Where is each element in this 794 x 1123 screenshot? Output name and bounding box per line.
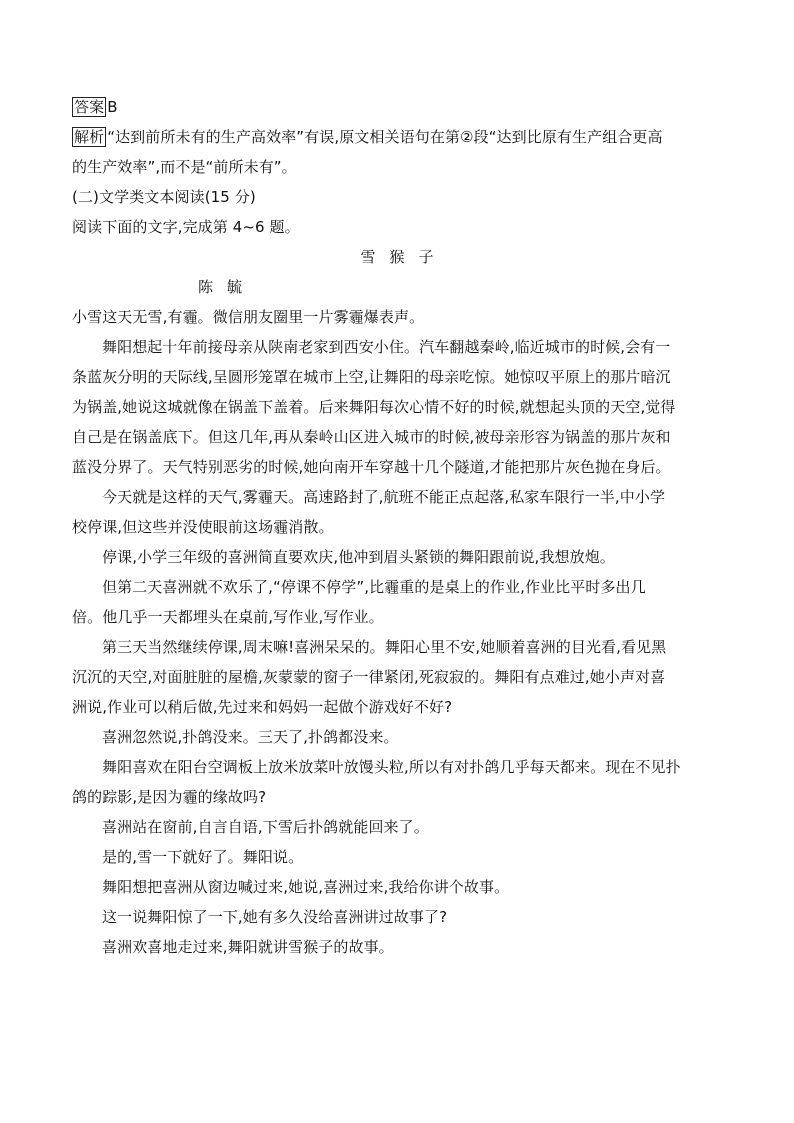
section-heading: (二)文学类文本阅读(15 分) — [72, 188, 256, 206]
paragraph-line: 是的,雪一下就好了。舞阳说。 — [102, 848, 304, 866]
paragraph-line: 喜洲忽然说,扑鸽没来。三天了,扑鸽都没来。 — [102, 728, 399, 746]
paragraph-line: 沉沉的天空,对面脏脏的屋檐,灰蒙蒙的窗子一律紧闭,死寂寂的。舞阳有点难过,她小声对喜 — [72, 668, 666, 686]
analysis-line-1 — [72, 122, 722, 152]
paragraph-line: 自己是在锅盖底下。但这几年,再从秦岭山区进入城市的时候,被母亲形容为锅盖的那片灰和 — [72, 428, 671, 446]
analysis-line-2: 的生产效率”,而不是“前所未有”。 — [72, 158, 297, 176]
paragraph-line: 舞阳想起十年前接母亲从陕南老家到西安小住。汽车翻越秦岭,临近城市的时候,会有一 — [102, 338, 671, 356]
answer-line — [72, 92, 722, 122]
analysis-text-1: “达到前所未有的生产高效率”有误,原文相关语句在第②段“达到比原有生产组合更高 — [107, 128, 663, 146]
story-author: 陈毓 — [198, 278, 257, 296]
paragraph-line: 但第二天喜洲就不欢乐了,“停课不停学”,比霾重的是桌上的作业,作业比平时多出几 — [102, 578, 646, 596]
instruction: 阅读下面的文字,完成第 4~6 题。 — [72, 218, 300, 236]
answer-value: B — [107, 98, 118, 116]
paragraph-line: 倍。他几乎一天都埋头在桌前,写作业,写作业。 — [72, 608, 384, 626]
paragraph-line: 鸽的踪影,是因为霾的缘故吗? — [72, 788, 267, 806]
paragraph-line: 第三天当然继续停课,周末嘛!喜洲呆呆的。舞阳心里不安,她顺着喜洲的目光看,看见黑 — [102, 638, 667, 656]
paragraph-line: 小雪这天无雪,有霾。微信朋友圈里一片雾霾爆表声。 — [72, 308, 425, 326]
paragraph-line: 今天就是这样的天气,雾霾天。高速路封了,航班不能正点起落,私家车限行一半,中小学 — [102, 488, 666, 506]
paragraph-line: 舞阳喜欢在阳台空调板上放米放菜叶放馒头粒,所以有对扑鸽几乎每天都来。现在不见扑 — [102, 758, 681, 776]
paragraph-line: 为锅盖,她说这城就像在锅盖下盖着。后来舞阳每次心情不好的时候,就想起头顶的天空,觉得 — [72, 398, 676, 416]
paragraph-line: 停课,小学三年级的喜洲简直要欢庆,他冲到眉头紧锁的舞阳跟前说,我想放炮。 — [102, 548, 615, 566]
paragraph-line: 舞阳想把喜洲从窗边喊过来,她说,喜洲过来,我给你讲个故事。 — [102, 878, 510, 896]
paragraph-line: 喜洲站在窗前,自言自语,下雪后扑鸽就能回来了。 — [102, 818, 429, 836]
paragraph-line: 这一说舞阳惊了一下,她有多久没给喜洲讲过故事了? — [102, 908, 448, 926]
paragraph-line: 条蓝灰分明的天际线,呈圆形笼罩在城市上空,让舞阳的母亲吃惊。她惊叹平原上的那片暗沉 — [72, 368, 671, 386]
paragraph-line: 洲说,作业可以稍后做,先过来和妈妈一起做个游戏好不好? — [72, 698, 453, 716]
story-title: 雪猴子 — [360, 248, 448, 266]
document-page — [72, 92, 722, 962]
paragraph-line: 校停课,但这些并没使眼前这场霾消散。 — [72, 518, 334, 536]
analysis-label: 解析 — [74, 128, 105, 146]
paragraph-line: 喜洲欢喜地走过来,舞阳就讲雪猴子的故事。 — [102, 938, 394, 956]
answer-label: 答案 — [74, 98, 105, 116]
paragraph-line: 蓝没分界了。天气特别恶劣的时候,她向南开车穿越十几个隧道,才能把那片灰色抛在身后。 — [72, 458, 671, 476]
